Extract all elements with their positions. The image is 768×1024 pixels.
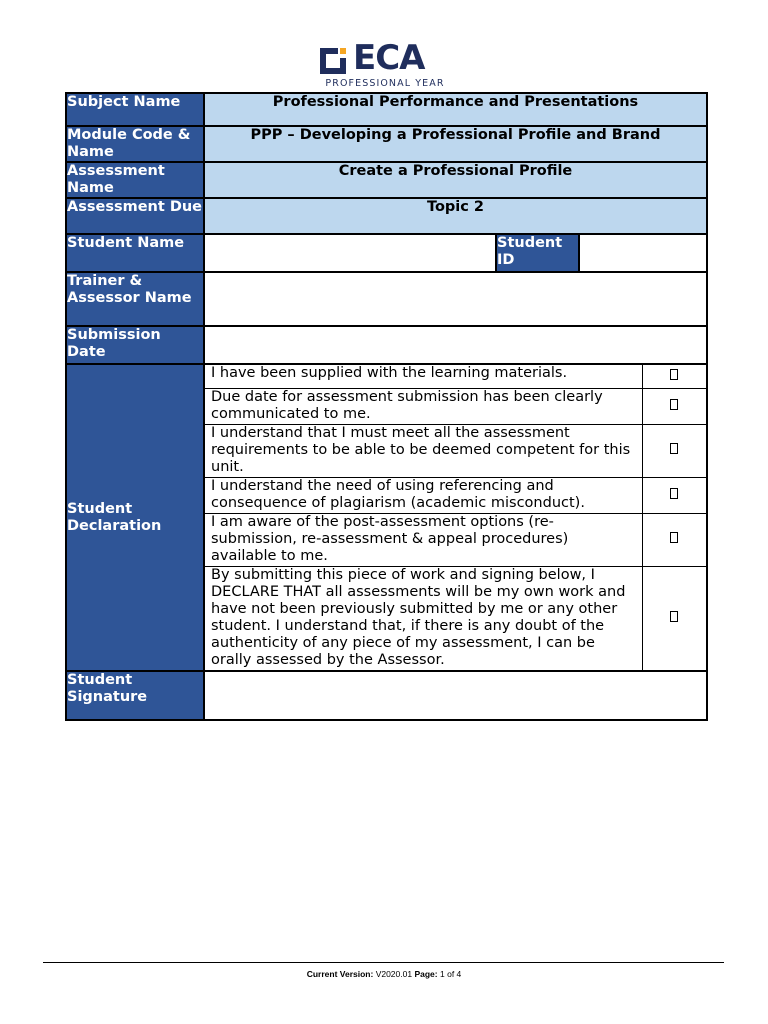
signature-label: Student Signature bbox=[66, 671, 204, 720]
row-module bbox=[66, 126, 707, 162]
declaration-text: I am aware of the post-assessment options (re-submission, re-assessment & appeal procedures) available to me. bbox=[205, 513, 642, 566]
student-id-label: Student ID bbox=[496, 234, 579, 272]
declaration-item bbox=[205, 388, 706, 424]
version-label: Current Version: bbox=[306, 969, 374, 979]
declaration-text: I have been supplied with the learning materials. bbox=[205, 365, 642, 388]
declaration-item bbox=[205, 477, 706, 513]
row-assessment-due bbox=[66, 198, 707, 234]
assessment-due-value: Topic 2 bbox=[204, 198, 707, 234]
page-value: 1 of 4 bbox=[440, 969, 462, 979]
declaration-checkbox[interactable] bbox=[670, 399, 678, 410]
declaration-item bbox=[205, 424, 706, 477]
trainer-field[interactable] bbox=[204, 272, 707, 326]
submission-date-label: Submission Date bbox=[66, 326, 204, 364]
row-student-name bbox=[66, 234, 707, 272]
declaration-cell bbox=[204, 364, 707, 671]
assessment-name-value: Create a Professional Profile bbox=[204, 162, 707, 198]
logo-brand: ECA bbox=[353, 38, 425, 78]
row-signature bbox=[66, 671, 707, 720]
trainer-label: Trainer & Assessor Name bbox=[66, 272, 204, 326]
declaration-text: Due date for assessment submission has been clearly communicated to me. bbox=[205, 388, 642, 424]
declaration-checkbox[interactable] bbox=[670, 488, 678, 499]
declaration-text: I understand the need of using referencing and consequence of plagiarism (academic misconduct). bbox=[205, 477, 642, 513]
declaration-item bbox=[205, 566, 706, 670]
signature-field[interactable] bbox=[204, 671, 707, 720]
declaration-item bbox=[205, 513, 706, 566]
subject-name-value: Professional Performance and Presentations bbox=[204, 93, 707, 126]
subject-name-label: Subject Name bbox=[66, 93, 204, 126]
student-name-label: Student Name bbox=[66, 234, 204, 272]
row-submission-date bbox=[66, 326, 707, 364]
row-trainer bbox=[66, 272, 707, 326]
page-footer bbox=[0, 969, 768, 979]
module-label: Module Code & Name bbox=[66, 126, 204, 162]
declaration-checkbox[interactable] bbox=[670, 532, 678, 543]
eca-logo-mark-icon bbox=[318, 46, 348, 76]
declaration-item bbox=[205, 365, 706, 388]
row-declaration bbox=[66, 364, 707, 671]
row-subject-name bbox=[66, 93, 707, 126]
declaration-checkbox[interactable] bbox=[670, 369, 678, 380]
declaration-checkbox[interactable] bbox=[670, 611, 678, 622]
declaration-checkbox[interactable] bbox=[670, 443, 678, 454]
student-name-field[interactable] bbox=[204, 234, 496, 272]
page-label: Page: bbox=[414, 969, 438, 979]
submission-date-field[interactable] bbox=[204, 326, 707, 364]
version-value: V2020.01 bbox=[375, 969, 413, 979]
logo-subtitle: PROFESSIONAL YEAR bbox=[325, 78, 445, 89]
assessment-name-label: Assessment Name bbox=[66, 162, 204, 198]
assessment-due-label: Assessment Due bbox=[66, 198, 204, 234]
declaration-table bbox=[205, 365, 706, 670]
footer-divider bbox=[43, 962, 724, 963]
row-assessment-name bbox=[66, 162, 707, 198]
eca-logo bbox=[318, 38, 452, 92]
declaration-text: I understand that I must meet all the assessment requirements to be able to be deemed competent for this unit. bbox=[205, 424, 642, 477]
module-value: PPP – Developing a Professional Profile and Brand bbox=[204, 126, 707, 162]
assessment-cover-table bbox=[65, 92, 708, 721]
declaration-label: Student Declaration bbox=[66, 364, 204, 671]
student-id-field[interactable] bbox=[579, 234, 707, 272]
declaration-text: By submitting this piece of work and signing below, I DECLARE THAT all assessments will be my own work and have not been previously submitted by me or any other student. I understand that, if there is any doubt of the authenticity of any piece of my assessment, I can be orally assessed by the Assessor. bbox=[205, 566, 642, 670]
